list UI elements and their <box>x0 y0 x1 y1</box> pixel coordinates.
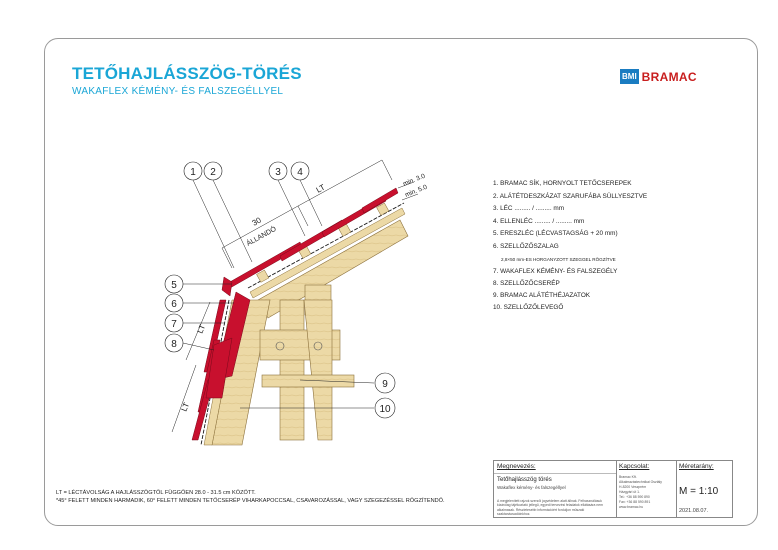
vertical-post <box>280 300 304 440</box>
brand-name: BRAMAC <box>641 69 697 84</box>
fine-print: A megjelenített rajzok szerzői jogvédelem alatt állnak. Felhasználásuk kizárólag tájékoztató jellegű, egyedi tervezési feladatok ellátására nem alkalmasak. Részletesebb információért forduljon műszaki szaktanácsadóinkhoz. <box>497 499 603 517</box>
contact-line-1: Bramac Kft. <box>619 475 637 479</box>
dim-line-lt-top <box>298 160 382 206</box>
svg-text:1: 1 <box>190 167 196 178</box>
note-lt: LT = LÉCTÁVOLSÁG A HAJLÁSSZÖGTŐL FÜGGŐEN 28.0 - 31.5 cm KÖZÖTT. <box>56 490 256 496</box>
dim-line-30 <box>222 206 298 248</box>
dim-label-allando: ÁLLANDÓ <box>245 225 278 248</box>
contact-header: Kapcsolat: <box>619 463 650 470</box>
strut <box>304 300 332 440</box>
svg-text:9: 9 <box>382 379 388 390</box>
dim-label-min30: min. 3.0 <box>402 172 427 188</box>
legend-item-7: 7. WAKAFLEX KÉMÉNY- ÉS FALSZEGÉLY <box>493 268 618 275</box>
svg-text:6: 6 <box>171 299 177 310</box>
contact-line-2: Alkalmazástechnikai Osztály <box>619 480 662 484</box>
callout-3 <box>269 162 287 180</box>
name-header: Megnevezés: <box>497 463 536 470</box>
dim-label-30: 30 <box>250 215 263 228</box>
legend-item-6: 6. SZELLŐZŐSZALAG <box>493 243 559 250</box>
legend-item-2: 2. ALÁTÉTDESZKÁZAT SZARUFÁBA SÜLLYESZTVE <box>493 193 648 200</box>
callout-7 <box>165 314 183 332</box>
legend-item-4: 4. ELLENLÉC ......... / ......... mm <box>493 218 585 225</box>
scale-value: M = 1:10 <box>679 486 719 497</box>
name-sub: Wakaflex kémény- és falszegéllyel <box>497 485 566 490</box>
contact-line-6: Fax: +36 88 590 891 <box>619 500 651 504</box>
callout-8 <box>165 334 183 352</box>
lower-beam <box>262 375 354 387</box>
contact-line-4: Házgyári út 1. <box>619 490 640 494</box>
contact-line-7: www.bramac.hu <box>619 505 644 509</box>
note-storm-clip: *45° FELETT MINDEN HARMADIK, 60° FELETT MINDEN TETŐCSERÉP VIHARKAPOCCSAL, CSAVAROZÁSSAL, VAGY SZEGEZÉSSEL RÖGZÍTENDŐ. <box>56 498 445 504</box>
callout-4 <box>291 162 309 180</box>
title-block-divider <box>494 473 616 474</box>
svg-text:7: 7 <box>171 319 177 330</box>
drawing-date: 2021.08.07. <box>679 508 709 514</box>
dim-label-min50: min. 5.0 <box>404 183 429 199</box>
callout-6 <box>165 294 183 312</box>
legend-item-9: 9. BRAMAC ALÁTÉTHÉJAZATOK <box>493 292 591 299</box>
title-block-scale-col <box>676 461 734 517</box>
legend-item-6-note: 2,8×50 mm-ES HORGANYZOTT SZEGGEL RÖGZÍTVE <box>501 257 616 262</box>
page-title: TETŐHAJLÁSSZÖG-TÖRÉS <box>72 64 302 83</box>
legend-item-3: 3. LÉC ......... / ......... mm <box>493 205 565 212</box>
legend-item-1: 1. BRAMAC SÍK, HORNYOLT TETŐCSEREPEK <box>493 180 632 187</box>
scale-header: Méretarány: <box>679 463 714 470</box>
title-block <box>493 460 733 518</box>
svg-text:2: 2 <box>210 167 216 178</box>
bmi-badge: BMI <box>620 69 639 84</box>
contact-line-3: H-8200 Veszprém <box>619 485 647 489</box>
callout-1 <box>184 162 202 180</box>
contact-line-5: Tel.: +36 88 590 890 <box>619 495 650 499</box>
legend-item-8: 8. SZELLŐZŐCSERÉP <box>493 280 560 287</box>
legend-item-5: 5. ERESZLÉC (LÉCVASTAGSÁG + 20 mm) <box>493 230 618 237</box>
callout-9 <box>375 373 395 393</box>
callout-2 <box>204 162 222 180</box>
callout-5 <box>165 275 183 293</box>
title-block-contact-col <box>616 461 677 517</box>
name-value: Tetőhajlásszög törés <box>497 477 552 483</box>
dim-label-lt-top: LT <box>314 182 327 195</box>
svg-text:5: 5 <box>171 280 177 291</box>
dim-label-lt-low: LT <box>179 401 192 413</box>
dim-line-lt-low <box>172 365 196 432</box>
page-subtitle: WAKAFLEX KÉMÉNY- ÉS FALSZEGÉLLYEL <box>72 86 284 97</box>
callout-10 <box>375 398 395 418</box>
dim-label-lt-mid: LT <box>195 323 208 335</box>
title-block-name-col <box>494 461 617 517</box>
svg-text:3: 3 <box>275 167 281 178</box>
upper-underlay-board <box>250 208 405 298</box>
svg-text:10: 10 <box>379 404 391 415</box>
svg-text:8: 8 <box>171 339 177 350</box>
legend-item-10: 10. SZELLŐZŐLEVEGŐ <box>493 304 564 311</box>
svg-text:4: 4 <box>297 167 303 178</box>
